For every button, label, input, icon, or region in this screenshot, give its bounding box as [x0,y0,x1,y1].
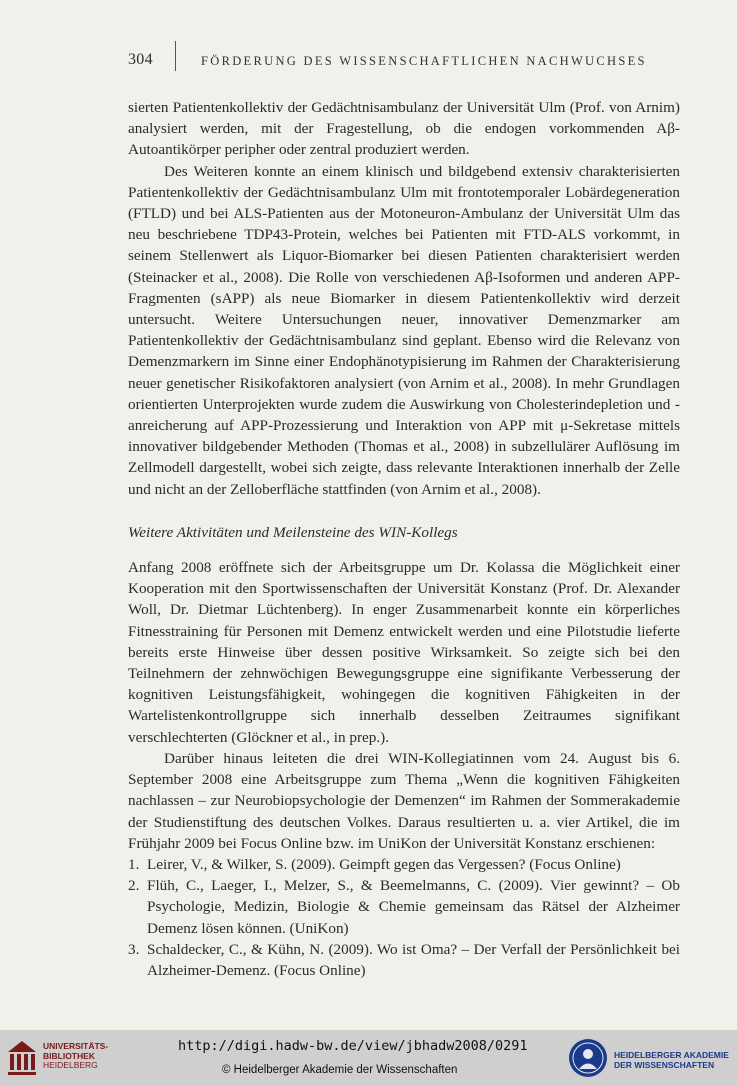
section-heading: Weitere Aktivitäten und Meilensteine des WIN-Kollegs [128,523,458,541]
copyright-notice: © Heidelberger Akademie der Wissenschaften [222,1064,458,1076]
list-item-text: Leirer, V., & Wilker, S. (2009). Geimpft gegen das Vergessen? (Focus Online) [147,855,621,873]
list-item [128,875,680,939]
list-item-number: 1. [128,855,140,873]
page-header [128,50,678,72]
academy-name: HEIDELBERGER AKADEMIE DER WISSENSCHAFTEN [614,1050,729,1070]
list-item [128,854,680,875]
article-list [128,854,680,981]
list-item-number: 3. [128,940,140,958]
paragraph: Des Weiteren konnte an einem klinisch und bildgebend extensiv charakterisierten Patientenkollektiv der Gedächtnisambulanz Ulm mit frontotemporaler Lobärdegeneration (FTLD) und bei ALS-Patienten aus der Motoneuron-Ambulanz der Universität Ulm das neu beschriebene TDP43-Protein, welches bei Patienten mit FTD-ALS vorkommt, in seinem Stellenwert als Liquor-Biomarker bei diesen Patienten charakterisiert werden (Steinacker et al., 2008). Die Rolle von verschiedenen Aβ-Isoformen und anderen APP-Fragmenten (sAPP) als neue Biomarker in diesem Patientenkollektiv wird derzeit untersucht. Weitere Untersuchungen neuer, innovativer Demenzmarker am Patientenkollektiv der Gedächtnisambulanz sind geplant. Ebenso wird die Relevanz von Demenzmarkern im Sinne einer Endophänotypisierung im Rahmen der Charakterisierung neuer genetischer Risikofaktoren analysiert (von Arnim et al., 2008). In mehr Grundlagen orientierten Unterprojekten wurde zudem die Auswirkung von Cholesterindepletion und -anreicherung auf APP-Prozessierung und Interaktion von APP mit μ-Sekretase mittels innovativer bildgebender Methoden (Thomas et al., 2008) in subzellulärer Auflösung im Zellmodell dargestellt, wobei sich zeigte, dass relevante Interaktionen innerhalb der Zelle und nicht an der Zelloberfläche stattfinden (von Arnim et al., 2008). [128,162,680,498]
list-item-text: Flüh, C., Laeger, I., Melzer, S., & Beemelmanns, C. (2009). Vier gewinnt? – Ob Psychologie, Medizin, Biologie & Chemie gemeinsam das Rätsel der Alzheimer Demenz lösen können. (UniKon) [147,877,680,937]
list-item-text: Schaldecker, C., & Kühn, N. (2009). Wo ist Oma? – Der Verfall der Persönlichkeit bei Alzheimer-Demenz. (Focus Online) [147,940,680,979]
body-text [128,97,680,981]
paragraph: Anfang 2008 eröffnete sich der Arbeitsgruppe um Dr. Kolassa die Möglichkeit einer Kooperation mit den Sportwissenschaften der Universität Konstanz (Prof. Dr. Alexander Woll, Dr. Dietmar Lüchtenberg). In enger Zusammenarbeit konnte ein körperliches Fitnesstraining für Personen mit Demenz entwickelt werden und eine Pilotstudie lieferte bereits erste Hinweise über dessen positive Wirksamkeit. So zeigte sich bei den Teilnehmern der zehnwöchigen Bewegungsgruppe eine signifikante Verbesserung der kognitiven Leistungsfähigkeit, wohingegen die kognitiven Fähigkeiten in der Wartelistenkontrollgruppe sich innerhalb desselben Zeitraumes signifikant verschlechterten (Glöckner et al., in prep.). [128,559,680,746]
list-item [128,939,680,981]
footer-bar [0,1030,737,1086]
paragraph: sierten Patientenkollektiv der Gedächtnisambulanz der Universität Ulm (Prof. von Arnim) analysiert werden, mit der Fragestellung, ob die endogen vorkommenden Aβ-Autoantikörper peripher oder zentral produziert werden. [128,99,680,159]
running-title: FÖRDERUNG DES WISSENSCHAFTLICHEN NACHWUCHSES [201,54,647,68]
header-divider [175,41,176,71]
page-number: 304 [128,51,153,68]
library-name: UNIVERSITÄTS- BIBLIOTHEK HEIDELBERG [43,1041,109,1070]
paragraph: Darüber hinaus leiteten die drei WIN-Kollegiatinnen vom 24. August bis 6. September 2008 eine Arbeitsgruppe zum Thema „Wenn die kognitiven Fähigkeiten nachlassen – zur Neurobiopsychologie der Demenzen“ im Rahmen der Sommerakademie der Studienstiftung des deutschen Volkes. Daraus resultierten u. a. vier Artikel, die im Frühjahr 2009 bei Focus Online bzw. im UniKon der Universität Konstanz erschienen: [128,749,680,852]
list-item-number: 2. [128,877,140,895]
document-url-link[interactable]: http://digi.hadw-bw.de/view/jbhadw2008/0291 [178,1038,528,1054]
university-library-logo-icon [6,1038,38,1078]
academy-seal-icon [568,1038,608,1078]
